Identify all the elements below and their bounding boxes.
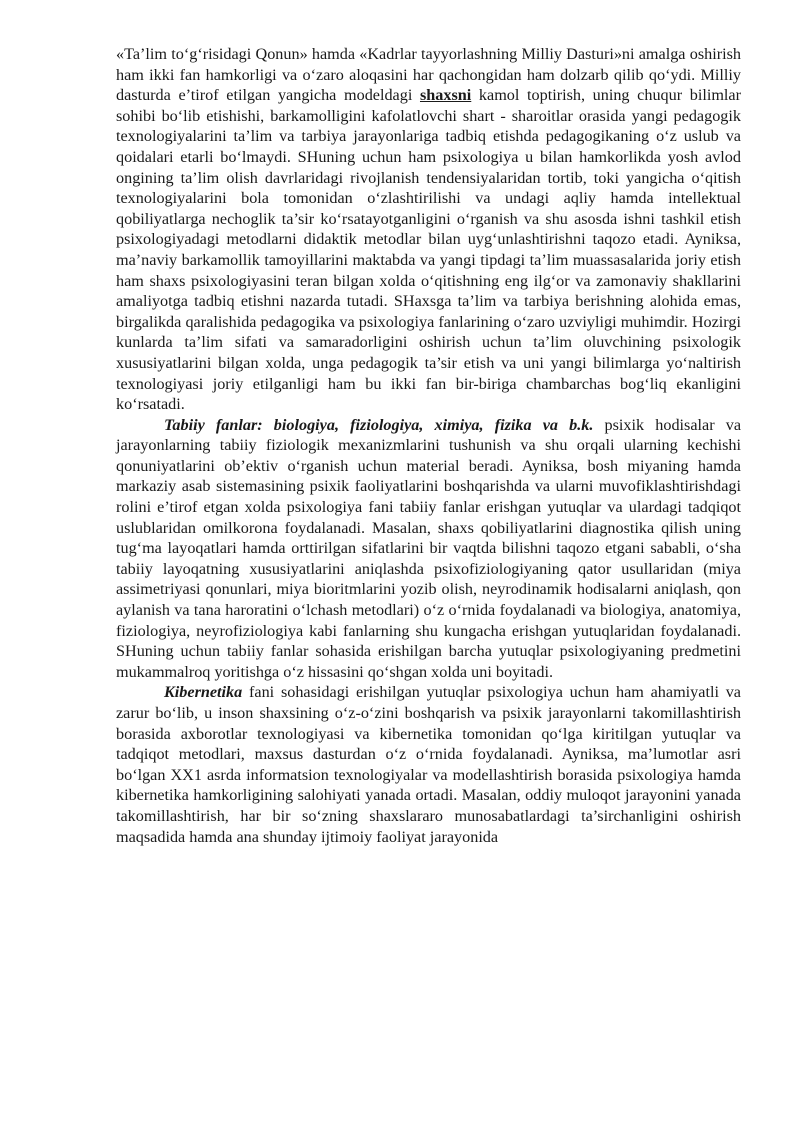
keyword-shaxsni: shaxsni — [419, 86, 472, 105]
paragraph-text: fani sohasidagi erishilgan yutuqlar psixologiya uchun ham ahamiyatli va zarur bo‘lib, u inson shaxsining o‘z-o‘zini boshqarish va psixik jarayonlarni takomillashtirish borasida axborotlar texnologiyasi va kibernetika tomonidan qo‘lga kiritilgan yutuqlar va tadqiqot metodlari, maxsus dasturdan o‘z o‘rnida foydalanadi. Ayniksa, ma’lumotlar asri bo‘lgan XX1 asrda informatsion texnologiyalar va modellashtirish borasida psixologiya hamda kibernetika hamkorligining salohiyati yanada ortadi. Masalan, oddiy muloqot jarayonini yanada takomillashtirish, har bir so‘zning shaxslararo munosabatlardagi ta’sirchanligini oshirish maqsadida hamda ana shunday ijtimoiy faoliyat jarayonida — [116, 683, 741, 846]
section-heading-natural-sciences: Tabiiy fanlar: biologiya, fiziologiya, ximiya, fizika va b.k. — [164, 415, 594, 434]
paragraph-pedagogy-psychology — [116, 44, 741, 415]
document-page — [116, 44, 741, 847]
paragraph-natural-sciences — [116, 415, 741, 683]
paragraph-text: kamol toptirish, uning chuqur bilimlar sohibi bo‘lib etishishi, barkamolligini kafolatlovchi shart - sharoitlar orasida yangi pedagogik texnologiyalarini ta’lim va tarbiya jarayonlariga tadbiq etishda pedagogikaning o‘z uslub va qoidalari etarli bo‘lmaydi. SHuning uchun ham psixologiya u bilan hamkorlikda yosh avlod ongining ta’lim olish davrlaridagi rivojlanish tendensiyalaridan tortib, toki yangicha o‘qitish texnologiyalarini bola tomonidan o‘zlashtirilishi va undagi aqliy hamda intellektual qobiliyatlarga nechoglik ta’sir ko‘rsatayotganligini o‘rganish va shu asosda ishni tashkil etish psixologiyadagi metodlarni didaktik metodlar bilan uyg‘unlashtirishni taqozo etadi. Ayniksa, ma’naviy barkamollik tamoyillarini maktabda va yangi tipdagi ta’lim muassasalarida joriy etish ham shaxs psixologiyasini teran bilgan xolda o‘qitishning eng ilg‘or va zamonaviy shakllarini amaliyotga tadbiq etishni nazarda tutadi. SHaxsga ta’lim va tarbiya berishning alohida emas, birgalikda qaralishida pedagogika va psixologiya fanlarining o‘zaro uzviyligi muhimdir. Hozirgi kunlarda ta’lim sifati va samaradorligini oshirish uchun ta’lim oluvchining psixologik xususiyatlarini bilgan xolda, unga pedagogik ta’sir etish va uni yangi bilimlarga yo‘naltirish texnologiyasi joriy etilganligi ham bu ikki fan bir-biriga chambarchas bog‘liq ekanligini ko‘rsatadi. — [116, 86, 741, 414]
paragraph-text: «Ta’lim to‘g‘risidagi Qonun» hamda «Kadrlar tayyorlashning Milliy Dasturi»ni amalga oshirish ham ikki fan hamkorligi va o‘zaro aloqasini har qachongidan ham dolzarb qilib qo‘ydi. Milliy dasturda e’tirof etilgan yangicha modeldagi — [116, 45, 741, 105]
paragraph-cybernetics — [116, 682, 741, 847]
paragraph-text: psixik hodisalar va jarayonlarning tabiiy fiziologik mexanizmlarini tushunish va shu orqali ularning kechishi qonuniyatlarini ob’ektiv o‘rganish uchun material beradi. Ayniksa, bosh miyaning hamda markaziy asab sistemasining psixik faoliyatlarini boshqarishda va ularni muvofiklashtirishdagi rolini e’tirof etgan xolda psixologiya fani tabiiy fanlar erishgan yutuqlar va ulardagi tadqiqot uslublaridan omilkorona foydalanadi. Masalan, shaxs qobiliyatlarini diagnostika qilish uning tug‘ma layoqatlari hamda orttirilgan sifatlarini bir vaqtda bilishni taqozo etgani sababli, o‘sha tabiiy layoqatning xususiyatlarini aniqlashda psixofiziologiyaning qator usullaridan (miya assimetriyasi qonunlari, miya bioritmlarini yozib olish, neyrodinamik hodisalarni aniqlash, qon aylanish va tana haroratini o‘lchash metodlari) o‘z o‘rnida foydalanadi va biologiya, anatomiya, fiziologiya, neyrofiziologiya kabi fanlarning shu kungacha erishgan yutuqlaridan foydalanadi. SHuning uchun tabiiy fanlar sohasida erishilgan barcha yutuqlar psixologiyaning predmetini mukammalroq yoritishga o‘z hissasini qo‘shgan xolda uni boyitadi. — [116, 415, 741, 681]
section-heading-cybernetics: Kibernetika — [164, 683, 243, 702]
